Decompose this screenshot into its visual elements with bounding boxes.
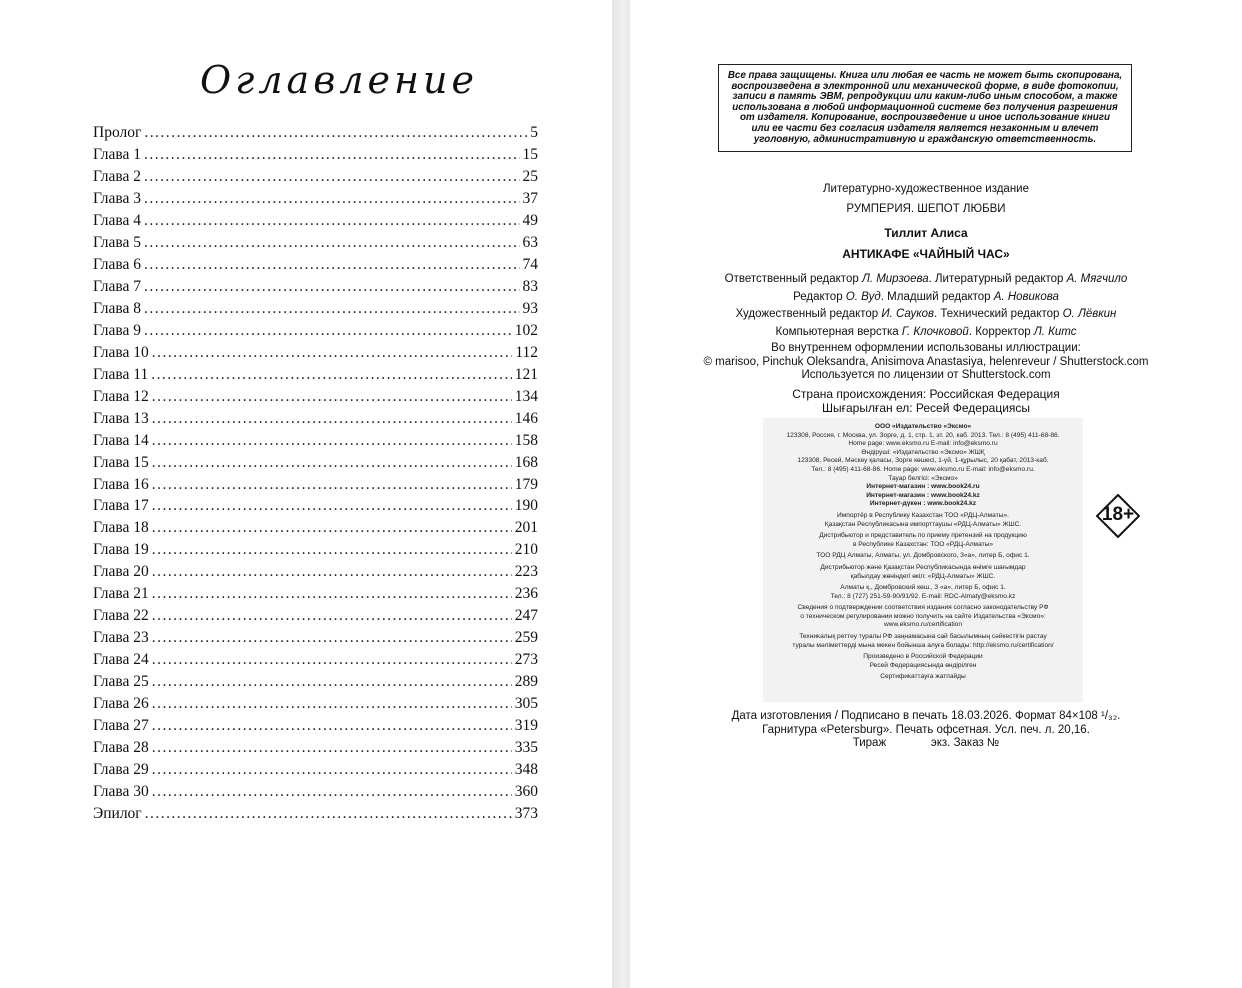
toc-entry-page: 5 bbox=[530, 124, 538, 141]
toc-entry-label: Глава 17 bbox=[93, 497, 149, 515]
age-rating: 18+ bbox=[1101, 504, 1135, 525]
copyright-line: уголовную, административную и гражданскую ответственность. bbox=[753, 133, 1097, 145]
imprint-line: 123308, Россия, г. Москва, ул. Зорге, д. 1, стр. 1, эт. 20, каб. 2013. Тел.: 8 (495) 411-68-86. bbox=[786, 431, 1060, 439]
toc-entry bbox=[93, 693, 538, 715]
toc-entry-label: Глава 11 bbox=[93, 365, 149, 383]
staff-role: Редактор bbox=[793, 290, 846, 303]
staff-name: А. Новикова bbox=[993, 290, 1059, 303]
copyright-line: записи в память ЭВМ, репродукции или каким-либо иным способом, а также bbox=[732, 91, 1118, 103]
toc-title: Оглавление bbox=[200, 58, 479, 102]
toc-leader-dots bbox=[144, 188, 519, 210]
toc-entry-page: 112 bbox=[515, 343, 538, 361]
toc-leader-dots bbox=[152, 583, 512, 605]
toc-entry bbox=[93, 671, 538, 693]
toc-entry-page: 201 bbox=[514, 519, 538, 537]
toc-entry-page: 373 bbox=[514, 805, 538, 823]
imprint-line: Импортёр в Республику Казахстан ТОО «РДЦ-Алматы». bbox=[837, 511, 1009, 519]
toc-leader-dots bbox=[152, 342, 513, 364]
imprint-line: в Республике Казахстан: ТОО «РДЦ-Алматы» bbox=[852, 540, 994, 548]
toc-entry bbox=[93, 364, 538, 386]
country-of-origin bbox=[690, 388, 1162, 415]
staff-role: . Технический редактор bbox=[934, 308, 1063, 320]
toc-leader-dots bbox=[152, 649, 512, 671]
toc-entry-label: Глава 15 bbox=[93, 453, 149, 471]
imprint-line: қабылдау жөніндегі өкіл: «РДЦ-Алматы» ЖШС. bbox=[850, 572, 996, 580]
toc-entry-label: Глава 16 bbox=[93, 475, 149, 493]
toc-leader-dots bbox=[152, 715, 512, 737]
toc-entry bbox=[93, 649, 538, 671]
toc-entry-label: Глава 2 bbox=[93, 167, 142, 185]
toc-entry-label: Глава 9 bbox=[93, 321, 142, 339]
staff-line bbox=[690, 271, 1162, 289]
book-gutter bbox=[612, 0, 630, 988]
author-name: Тиллит Алиса bbox=[884, 226, 968, 240]
imprint-line: Ресей Федерациясында өндірілген bbox=[869, 661, 977, 669]
toc-entry-page: 289 bbox=[514, 673, 538, 691]
toc-entry-label: Пролог bbox=[93, 124, 142, 141]
imprint-line: Тел.: 8 (727) 251-59-90/91/92. E-mail: RDC-Almaty@eksmo.kz bbox=[830, 592, 1016, 600]
toc-page bbox=[0, 0, 612, 988]
imprint-line: Тауар белгісі: «Эксмо» bbox=[888, 474, 958, 482]
toc-leader-dots bbox=[152, 671, 512, 693]
toc-leader-dots bbox=[152, 561, 512, 583]
toc-leader-dots bbox=[152, 408, 512, 430]
toc-entry-label: Глава 5 bbox=[93, 233, 142, 251]
toc-entry bbox=[93, 759, 538, 781]
imprint-line: Техникалық реттеу туралы РФ заңнамасына сай басылымның сәйкестігін растау bbox=[799, 633, 1047, 641]
toc-entry bbox=[93, 210, 538, 232]
toc-entry-page: 49 bbox=[522, 211, 538, 229]
staff-role: Ответственный редактор bbox=[724, 273, 862, 285]
toc-entry-label: Глава 7 bbox=[93, 277, 142, 295]
illustration-line: Во внутреннем оформлении использованы иллюстрации: bbox=[771, 342, 1081, 354]
illustration-credits bbox=[690, 342, 1162, 383]
toc-entry-label: Глава 20 bbox=[93, 563, 149, 581]
toc-leader-dots bbox=[144, 144, 519, 166]
toc-leader-dots bbox=[152, 539, 512, 561]
toc-entry-label: Глава 22 bbox=[93, 607, 149, 625]
staff-name: А. Мягчило bbox=[1066, 273, 1128, 285]
staff-line bbox=[690, 324, 1162, 342]
staff-name: Л. Китс bbox=[1033, 325, 1077, 338]
toc-leader-dots bbox=[152, 781, 512, 803]
imprint-text bbox=[763, 423, 1083, 682]
toc-entry-page: 247 bbox=[514, 607, 538, 625]
book-title: АНТИКАФЕ «ЧАЙНЫЙ ЧАС» bbox=[842, 247, 1010, 261]
toc-entry-label: Глава 19 bbox=[93, 541, 149, 559]
toc-entry-page: 319 bbox=[514, 717, 538, 735]
toc-entry-label: Глава 13 bbox=[93, 409, 149, 427]
copyright-line: от издателя. Копирование, воспроизведение и иное использование книги bbox=[739, 112, 1110, 124]
toc-entry-label: Глава 4 bbox=[93, 211, 142, 229]
toc-leader-dots bbox=[145, 803, 512, 825]
toc-entry-page: 146 bbox=[514, 409, 538, 427]
staff-name: О. Лёвкин bbox=[1062, 308, 1117, 320]
copyright-line: воспроизведена в электронной или механической форме, в виде фотокопии, bbox=[731, 80, 1119, 92]
toc-entry-label: Глава 23 bbox=[93, 629, 149, 647]
toc-leader-dots bbox=[144, 320, 512, 342]
imprint-line: Өндіруші: «Издательство «Эксмо» ЖШҚ bbox=[861, 448, 985, 456]
imprint-line: Интернет-магазин : www.book24.ru bbox=[866, 483, 980, 491]
toc-entry-label: Глава 30 bbox=[93, 783, 149, 801]
copyright-line: или ее части без согласия издателя является незаконным и влечет bbox=[751, 122, 1099, 134]
toc-entry bbox=[93, 254, 538, 276]
staff-role: Компьютерная верстка bbox=[775, 325, 902, 338]
toc-entry-label: Глава 10 bbox=[93, 343, 149, 361]
toc-entry bbox=[93, 583, 538, 605]
toc-entry-page: 121 bbox=[514, 365, 538, 383]
toc-entry-page: 25 bbox=[522, 167, 538, 185]
toc-entry-label: Глава 21 bbox=[93, 585, 149, 603]
toc-leader-dots bbox=[144, 276, 519, 298]
toc-entry-label: Глава 25 bbox=[93, 673, 149, 691]
staff-role: . Младший редактор bbox=[880, 290, 994, 303]
toc-entry-page: 74 bbox=[522, 255, 538, 273]
imprint-line: Интернет-магазин : www.book24.kz bbox=[866, 491, 980, 499]
toc-entry-page: 305 bbox=[514, 695, 538, 713]
toc-entry-page: 259 bbox=[514, 629, 538, 647]
toc-entry-page: 102 bbox=[514, 321, 538, 339]
toc-entry bbox=[93, 517, 538, 539]
copyright-notice bbox=[718, 64, 1132, 152]
toc-leader-dots bbox=[152, 759, 512, 781]
toc-entry bbox=[93, 188, 538, 210]
toc-entry-label: Глава 14 bbox=[93, 431, 149, 449]
toc-entry bbox=[93, 166, 538, 188]
toc-entry-page: 360 bbox=[514, 783, 538, 801]
toc-entry bbox=[93, 495, 538, 517]
print-info-line: Тираж экз. Заказ № bbox=[852, 737, 1000, 749]
toc-leader-dots bbox=[144, 254, 519, 276]
toc-entry-label: Эпилог bbox=[93, 805, 142, 823]
toc-entry bbox=[93, 122, 538, 144]
staff-line bbox=[690, 306, 1162, 324]
toc-entry-page: 210 bbox=[514, 541, 538, 559]
print-info-line: Дата изготовления / Подписано в печать 18.03.2026. Формат 84×108 ¹/₃₂. bbox=[731, 710, 1121, 722]
origin-line: Шығарылған ел: Ресей Федерациясы bbox=[821, 400, 1031, 415]
toc-entry bbox=[93, 408, 538, 430]
imprint-line: Произведено в Российской Федерации bbox=[863, 653, 983, 661]
toc-entry-page: 93 bbox=[522, 299, 538, 317]
imprint-line: Сертификаттауға жатпайды bbox=[880, 673, 966, 681]
toc-entry-label: Глава 26 bbox=[93, 695, 149, 713]
toc-entry bbox=[93, 781, 538, 803]
copyright-line: Все права защищены. Книга или любая ее часть не может быть скопирована, bbox=[727, 70, 1123, 81]
toc-entry bbox=[93, 452, 538, 474]
toc-entry-page: 158 bbox=[514, 431, 538, 449]
toc-leader-dots bbox=[144, 298, 519, 320]
toc-leader-dots bbox=[151, 364, 512, 386]
toc-leader-dots bbox=[152, 737, 512, 759]
toc-leader-dots bbox=[152, 605, 512, 627]
imprint-line: Интернет-дүкен : www.book24.kz bbox=[869, 500, 977, 508]
toc-entry-page: 273 bbox=[514, 651, 538, 669]
illustration-line: Используется по лицензии от Shutterstock.com bbox=[801, 369, 1051, 382]
toc-entry bbox=[93, 539, 538, 561]
print-info-line: Гарнитура «Petersburg». Печать офсетная. Усл. печ. л. 20,16. bbox=[762, 723, 1090, 736]
toc-leader-dots bbox=[152, 517, 512, 539]
toc-leader-dots bbox=[152, 474, 512, 496]
colophon-page bbox=[630, 0, 1242, 988]
staff-name: О. Вуд bbox=[845, 290, 881, 303]
toc-entry bbox=[93, 737, 538, 759]
toc-leader-dots bbox=[144, 166, 519, 188]
toc-entry bbox=[93, 430, 538, 452]
toc-leader-dots bbox=[152, 627, 512, 649]
toc-entry-page: 134 bbox=[514, 387, 538, 405]
toc-leader-dots bbox=[152, 495, 512, 517]
imprint-line: Алматы қ., Домбровский көш., 3 «а», литер Б, офис 1. bbox=[840, 584, 1006, 592]
imprint-line: www.eksmo.ru/certification bbox=[883, 621, 963, 629]
staff-role: . Литературный редактор bbox=[928, 273, 1067, 285]
toc-entry bbox=[93, 474, 538, 496]
toc-entry bbox=[93, 298, 538, 320]
toc-entry-page: 190 bbox=[514, 497, 538, 515]
toc-entry-label: Глава 8 bbox=[93, 299, 142, 317]
imprint-line: ООО «Издательство «Эксмо» bbox=[874, 423, 972, 430]
toc-entry bbox=[93, 276, 538, 298]
staff-name: Л. Мирзоева bbox=[861, 273, 929, 285]
staff-role: . Корректор bbox=[968, 325, 1034, 338]
imprint-line: Home page: www.eksmo.ru E-mail: info@eksmo.ru bbox=[848, 440, 998, 448]
toc-entry bbox=[93, 342, 538, 364]
toc-entry bbox=[93, 386, 538, 408]
toc-leader-dots bbox=[144, 210, 519, 232]
toc-leader-dots bbox=[152, 693, 512, 715]
imprint-line: Дистрибьютор и представитель по приему претензий на продукцию bbox=[819, 532, 1027, 540]
imprint-line: Қазақстан Республикасына импорттаушы «РДЦ-Алматы» ЖШС. bbox=[824, 520, 1022, 528]
staff-role: Художественный редактор bbox=[735, 308, 882, 320]
toc-entry-page: 83 bbox=[522, 277, 538, 295]
imprint-line: ТОО РДЦ Алматы, Алматы, ул. Домбровского, 3«а», литер Б, офис 1. bbox=[816, 552, 1030, 560]
toc-entry-page: 236 bbox=[514, 585, 538, 603]
imprint-line: Сведения о подтверждении соответствия издания согласно законодательству РФ bbox=[797, 604, 1049, 612]
illustration-line: © marisoo, Pinchuk Oleksandra, Anisimova Anastasiya, helenreveur / Shutterstock.com bbox=[703, 355, 1149, 368]
toc-leader-dots bbox=[144, 232, 519, 254]
toc-entry-label: Глава 27 bbox=[93, 717, 149, 735]
origin-line: Страна происхождения: Российская Федерация bbox=[792, 387, 1060, 401]
series-name: РУМПЕРИЯ. ШЕПОТ ЛЮБВИ bbox=[846, 203, 1006, 215]
editorial-staff bbox=[690, 271, 1162, 341]
toc-entry bbox=[93, 803, 538, 825]
toc-entry-page: 168 bbox=[514, 453, 538, 471]
toc-leader-dots bbox=[152, 452, 512, 474]
toc-leader-dots bbox=[152, 430, 512, 452]
print-info bbox=[690, 710, 1162, 751]
toc-entry bbox=[93, 144, 538, 166]
toc-entry-label: Глава 18 bbox=[93, 519, 149, 537]
toc-entry-page: 335 bbox=[514, 739, 538, 757]
toc-entry bbox=[93, 320, 538, 342]
toc-entry-page: 37 bbox=[522, 189, 538, 207]
toc-leader-dots bbox=[152, 386, 512, 408]
edition-type: Литературно-художественное издание bbox=[822, 183, 1030, 195]
imprint-line: Тел.: 8 (495) 411-68-86. Home page: www.eksmo.ru E-mail: info@eksmo.ru. bbox=[811, 465, 1035, 473]
staff-name: И. Сауков bbox=[881, 308, 935, 320]
toc-entry-label: Глава 6 bbox=[93, 255, 142, 273]
toc-entry-label: Глава 1 bbox=[93, 145, 142, 163]
toc-entry-page: 348 bbox=[514, 761, 538, 779]
copyright-line: использована в любой информационной системе без получения разрешения bbox=[732, 101, 1118, 113]
toc-entry-label: Глава 3 bbox=[93, 189, 142, 207]
toc-entry-label: Глава 24 bbox=[93, 651, 149, 669]
toc-entry-label: Глава 28 bbox=[93, 739, 149, 757]
toc-leader-dots bbox=[144, 122, 527, 144]
toc-entry-page: 63 bbox=[522, 233, 538, 251]
toc-entry-label: Глава 12 bbox=[93, 387, 149, 405]
imprint-line: туралы мәліметтерді мына мекен бойынша алуға болады: http://eksmo.ru/certification/ bbox=[792, 641, 1054, 649]
toc-entry bbox=[93, 605, 538, 627]
imprint-line: 123308, Ресей, Мәскеу қаласы, Зорге көшесі, 1-үй, 1-құрылыс, 20 қабат, 2013-каб. bbox=[797, 457, 1049, 465]
toc-entry bbox=[93, 232, 538, 254]
toc-entry bbox=[93, 561, 538, 583]
toc-entry-page: 223 bbox=[514, 563, 538, 581]
imprint-line: о техническом регулировании можно получить на сайте Издательства «Эксмо»: bbox=[800, 612, 1046, 620]
staff-line bbox=[690, 289, 1162, 307]
toc-entry bbox=[93, 627, 538, 649]
toc-entry bbox=[93, 715, 538, 737]
toc-entry-page: 179 bbox=[514, 475, 538, 493]
toc-entry-page: 15 bbox=[522, 145, 538, 163]
imprint-line: Дистрибьютор және Қазақстан Республикасында өнімге шағымдар bbox=[820, 563, 1026, 571]
toc-entry-label: Глава 29 bbox=[93, 761, 149, 779]
toc-list bbox=[93, 122, 538, 825]
staff-name: Г. Клочковой bbox=[901, 325, 969, 338]
